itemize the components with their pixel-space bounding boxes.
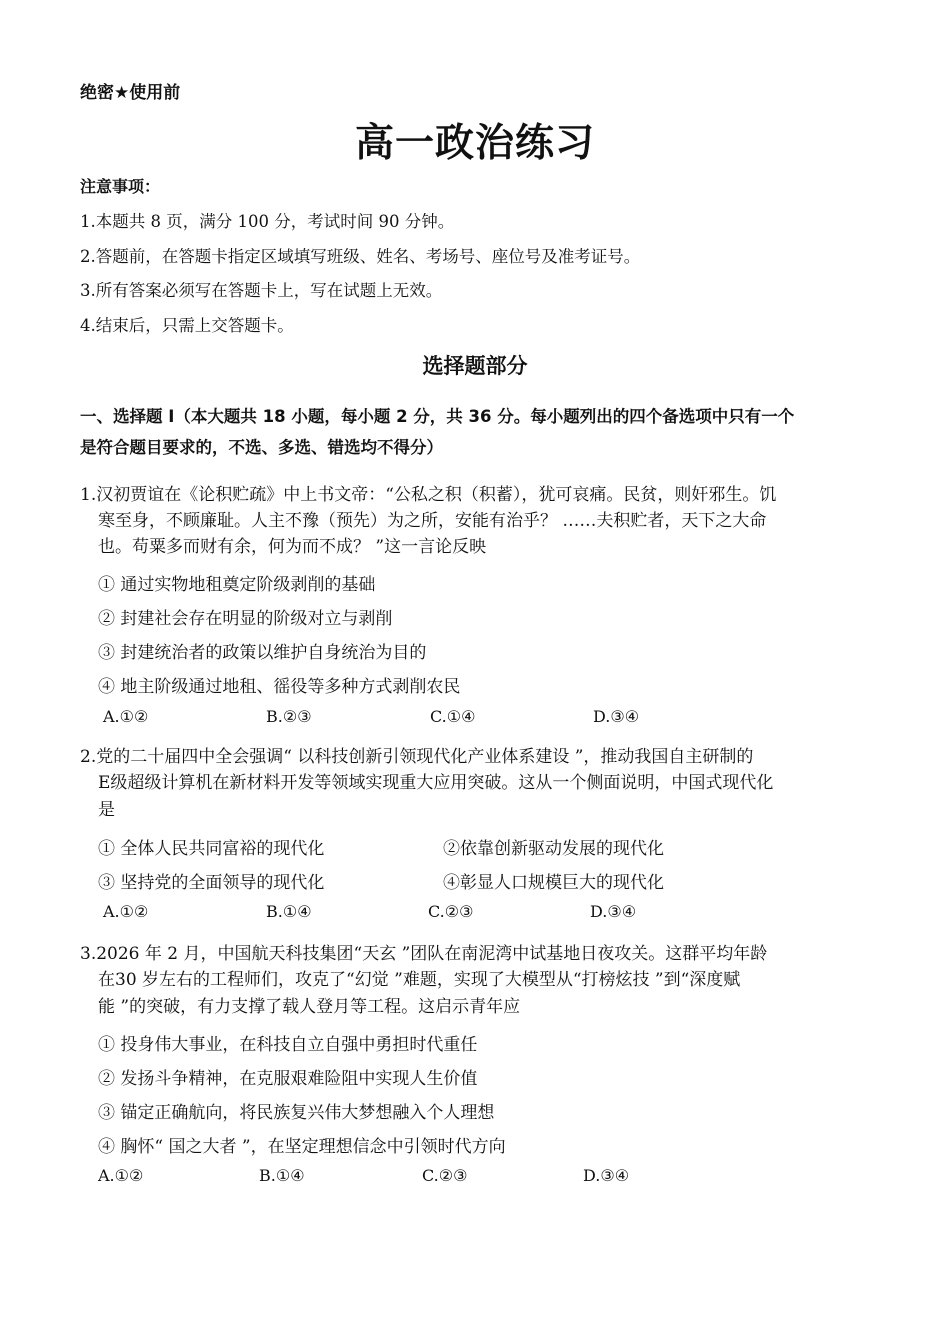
question-2-choice-a: A.①② [103,902,149,921]
question-1-statement: ③ 封建统治者的政策以维护自身统治为目的 [98,643,427,663]
question-3-choice-a: A.①② [98,1166,144,1185]
notice-heading: 注意事项： [80,177,161,196]
question-3-choice-c: C.②③ [422,1166,468,1185]
question-1-statement: ④ 地主阶级通过地租、徭役等多种方式剥削农民 [98,677,461,697]
question-3-stem: 3.2026 年 2 月，中国航天科技集团“天玄 ”团队在南泥湾中试基地日夜攻关。这群平均年龄 [80,944,768,964]
question-3-statement: ② 发扬斗争精神，在克服艰难险阻中实现人生价值 [98,1069,478,1089]
question-2-stem: 2.党的二十届四中全会强调“ 以科技创新引领现代化产业体系建设 ”，推动我国自主研制的 [80,747,754,767]
question-1-statement: ① 通过实物地租奠定阶级剥削的基础 [98,575,376,595]
question-3-stem: 在30 岁左右的工程师们，攻克了“幻觉 ”难题，实现了大模型从“打榜炫技 ”到“深度赋 [98,970,741,990]
section-instruction: 是符合题目要求的，不选、多选、错选均不得分） [80,438,443,457]
question-2-stem: 是 [98,800,115,820]
question-1-stem: 寒至身，不顾廉耻。人主不豫（预先）为之所，安能有治乎？ ……夫积贮者，天下之大命 [98,511,767,531]
question-3-statement: ③ 锚定正确航向，将民族复兴伟大梦想融入个人理想 [98,1103,495,1123]
section-instruction: 一、选择题 I（本大题共 18 小题，每小题 2 分，共 36 分。每小题列出的四个备选项中只有一个 [80,407,795,426]
notice-item: 2.答题前，在答题卡指定区域填写班级、姓名、考场号、座位号及准考证号。 [80,247,641,266]
question-2-stem: E级超级计算机在新材料开发等领域实现重大应用突破。这从一个侧面说明，中国式现代化 [98,773,774,793]
section-title: 选择题部分 [422,354,528,378]
notice-item: 1.本题共 8 页，满分 100 分，考试时间 90 分钟。 [80,212,455,231]
question-2-choice-d: D.③④ [590,902,637,921]
question-3-statement: ④ 胸怀“ 国之大者 ”，在坚定理想信念中引领时代方向 [98,1137,506,1157]
question-2-choice-b: B.①④ [266,902,312,921]
question-2-statement: ②依靠创新驱动发展的现代化 [443,839,664,859]
question-1-choice-c: C.①④ [430,707,476,726]
question-2-statement: ③ 坚持党的全面领导的现代化 [98,873,325,893]
question-1-statement: ② 封建社会存在明显的阶级对立与剥削 [98,609,393,629]
question-1-choice-d: D.③④ [593,707,640,726]
question-2-choice-c: C.②③ [428,902,474,921]
question-1-stem: 也。苟粟多而财有余，何为而不成？ ”这一言论反映 [98,537,487,557]
question-3-stem: 能 ”的突破，有力支撑了载人登月等工程。这启示青年应 [98,997,521,1017]
question-1-choice-a: A.①② [103,707,149,726]
question-3-choice-b: B.①④ [259,1166,305,1185]
question-2-statement: ① 全体人民共同富裕的现代化 [98,839,325,859]
question-3-statement: ① 投身伟大事业，在科技自立自强中勇担时代重任 [98,1035,478,1055]
question-2-statement: ④彰显人口规模巨大的现代化 [443,873,664,893]
notice-item: 3.所有答案必须写在答题卡上，写在试题上无效。 [80,281,443,300]
confidential-label: 绝密★使用前 [80,83,181,103]
question-1-stem: 1.汉初贾谊在《论积贮疏》中上书文帝：“公私之积（积蓄），犹可哀痛。民贫，则奸邪生。饥 [80,485,777,505]
question-1-choice-b: B.②③ [266,707,312,726]
question-3-choice-d: D.③④ [583,1166,630,1185]
exam-title: 高一政治练习 [354,121,595,166]
notice-item: 4.结束后，只需上交答题卡。 [80,316,294,335]
